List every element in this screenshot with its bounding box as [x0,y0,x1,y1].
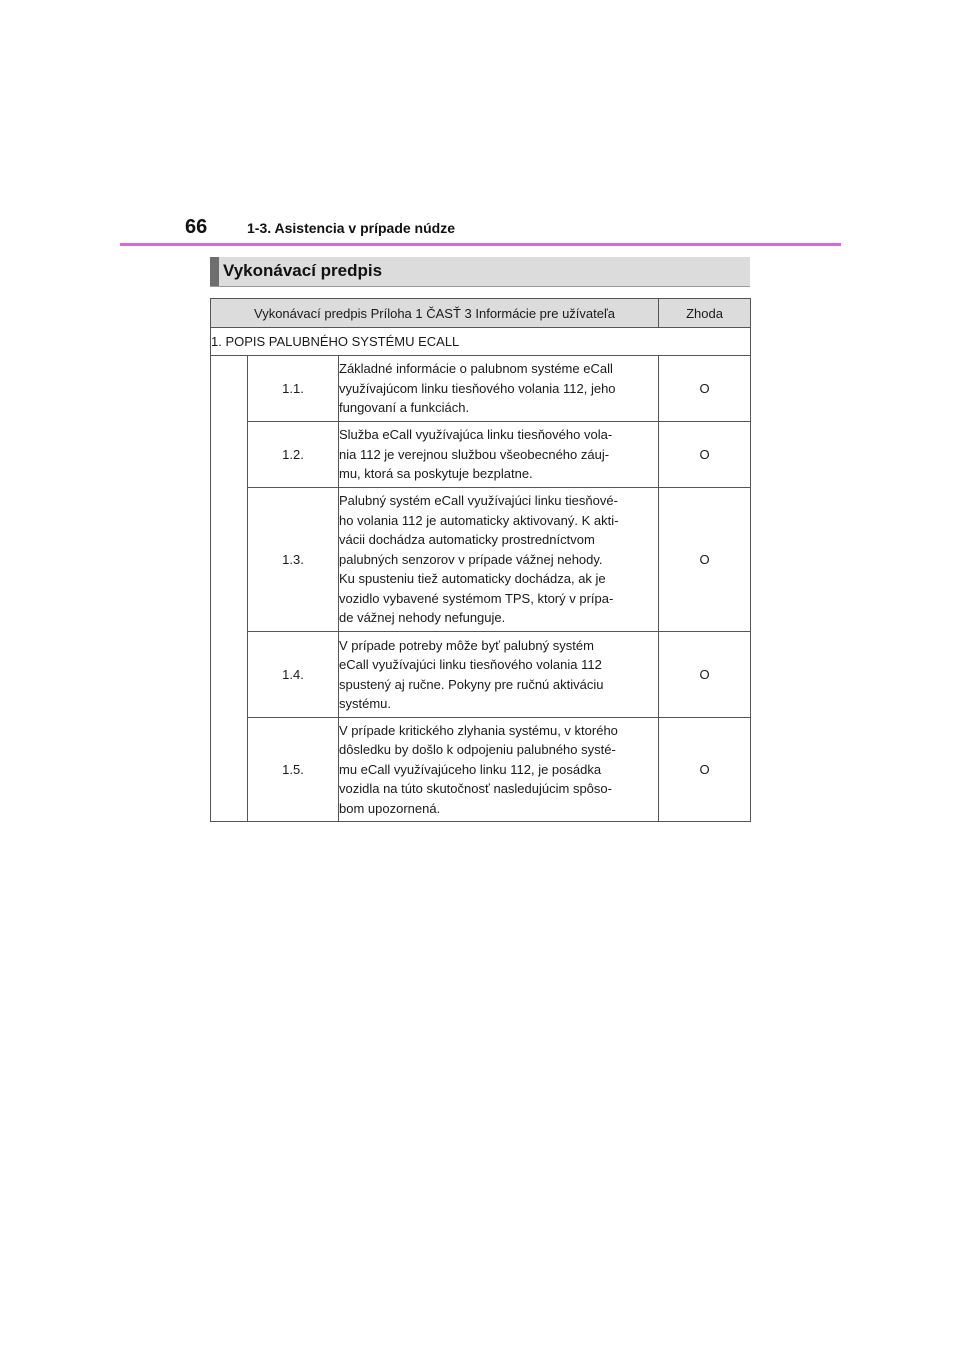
header-compliance: Zhoda [659,299,751,328]
section-heading-accent [210,257,219,286]
table-row [211,422,751,488]
item-text: Služba eCall využívajúca linku tiesňového vola- nia 112 je verejnou službou všeobecného záuj- mu, ktorá sa poskytuje bezplatne. [339,422,659,488]
table-row [211,632,751,718]
table-row [211,488,751,632]
table-row [211,718,751,822]
item-text: Základné informácie o palubnom systéme eCall využívajúcom linku tiesňového volania 112, jeho fungovaní a funkciách. [339,356,659,422]
compliance-mark: O [659,718,751,822]
compliance-mark: O [659,422,751,488]
item-text: Palubný systém eCall využívajúci linku tiesňové- ho volania 112 je automaticky aktivovaný. K akti- vácii dochádza automaticky prostredníctvom palubných senzorov v prípade vážnej nehody. Ku spusteniu tiež automaticky dochádza, ak je vozidlo vybavené systémom TPS, ktorý v prípa- de vážnej nehody nefunguje. [339,488,659,632]
item-text: V prípade kritického zlyhania systému, v ktorého dôsledku by došlo k odpojeniu palubného systé- mu eCall využívajúceho linku 112, je posádka vozidla na túto skutočnosť nasledujúcim spôso- bom upozornená. [339,718,659,822]
header-rule [120,243,841,246]
section-label: 1. POPIS PALUBNÉHO SYSTÉMU ECALL [211,328,751,356]
page-number: 66 [185,216,208,238]
section-heading-title: Vykonávací predpis [223,261,383,280]
section-heading-bar [210,257,750,287]
running-header: 1-3. Asistencia v prípade núdze [247,220,455,236]
compliance-mark: O [659,356,751,422]
regulation-table [210,298,751,822]
item-number: 1.5. [248,718,339,822]
indent-cell [211,356,248,822]
item-number: 1.3. [248,488,339,632]
item-text: V prípade potreby môže byť palubný systém eCall využívajúci linku tiesňového volania 112 spustený aj ručne. Pokyny pre ručnú aktiváciu systému. [339,632,659,718]
compliance-mark: O [659,488,751,632]
item-number: 1.1. [248,356,339,422]
item-number: 1.4. [248,632,339,718]
table-section-row [211,328,751,356]
item-number: 1.2. [248,422,339,488]
table-header-row [211,299,751,328]
table-row [211,356,751,422]
header-regulation: Vykonávací predpis Príloha 1 ČASŤ 3 Informácie pre užívateľa [211,299,659,328]
compliance-mark: O [659,632,751,718]
